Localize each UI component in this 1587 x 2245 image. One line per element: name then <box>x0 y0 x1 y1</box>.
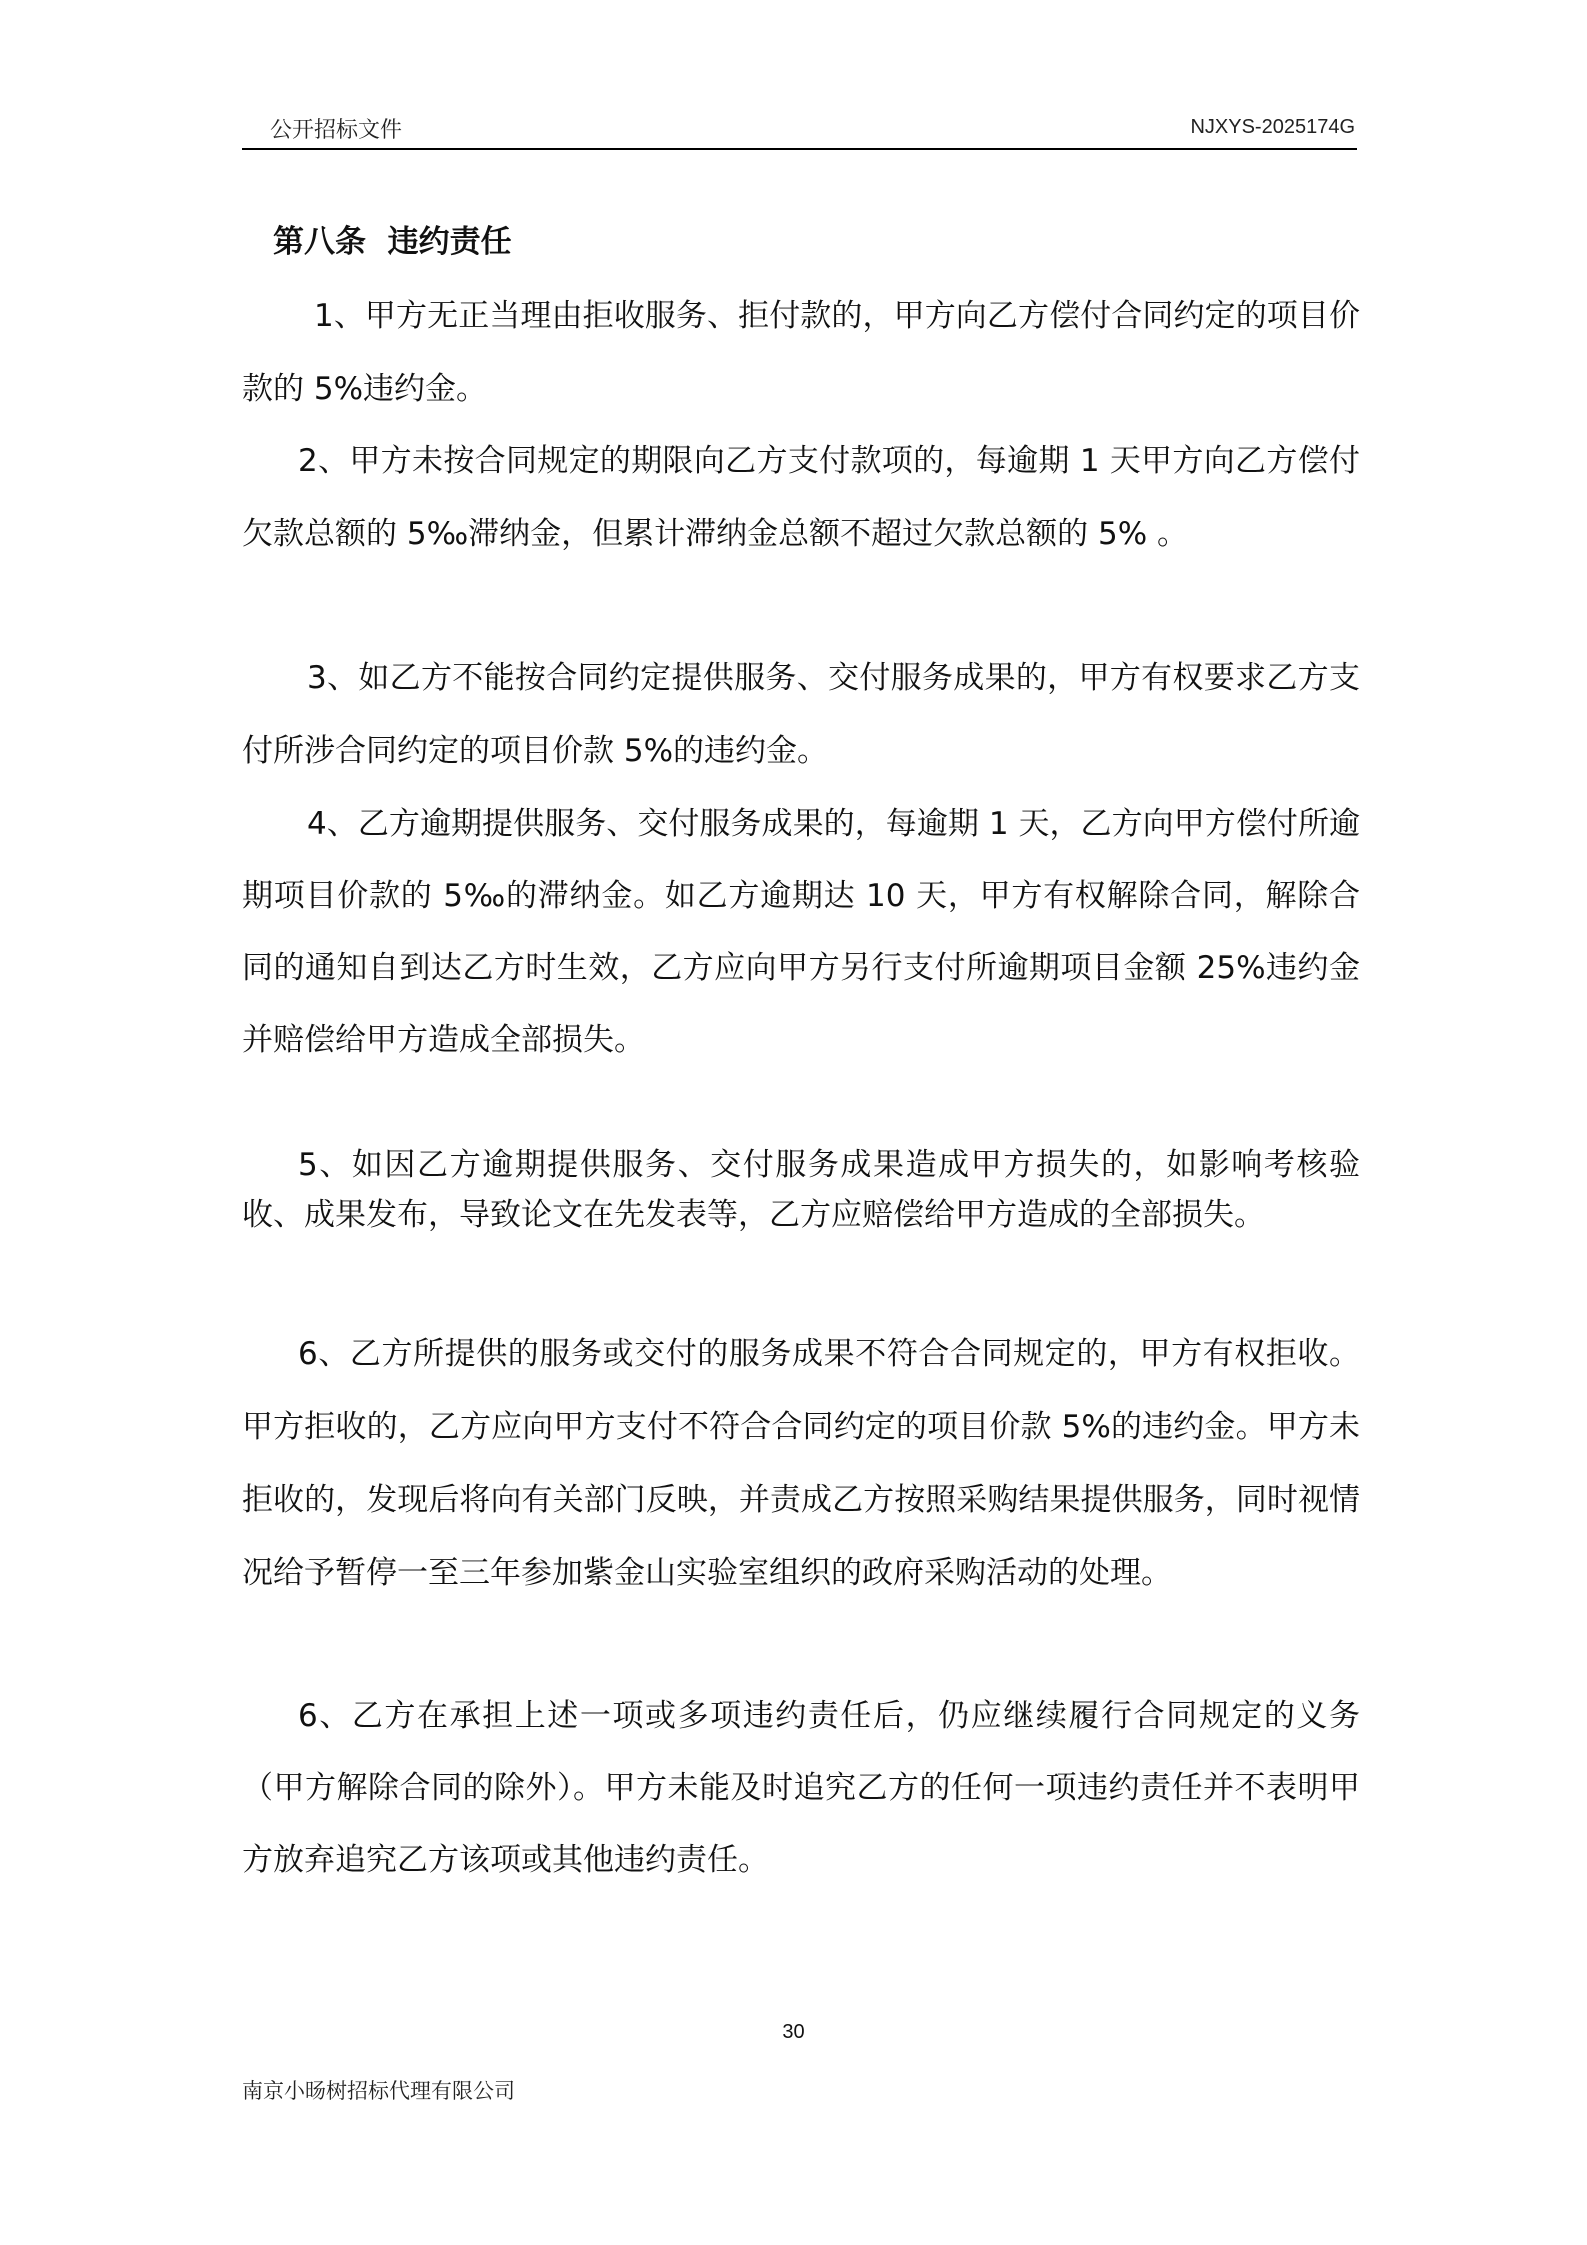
clause-2: 2、甲方未按合同规定的期限向乙方支付款项的，每逾期 1 天甲方向乙方偿付欠款总额的 5‰滞纳金，但累计滞纳金总额不超过欠款总额的 5% 。 <box>242 443 1360 552</box>
document-type-label: 公开招标文件 <box>270 118 403 143</box>
clause-6b: 6、乙方在承担上述一项或多项违约责任后，仍应继续履行合同规定的义务（甲方解除合同的除外）。甲方未能及时追究乙方的任何一项违约责任并不表明甲方放弃追究乙方该项或其他违约责任。 <box>242 1698 1360 1878</box>
clause-1: 1、甲方无正当理由拒收服务、拒付款的，甲方向乙方偿付合同约定的项目价款的 5%违约金。 <box>242 298 1360 407</box>
clause-3: 3、如乙方不能按合同约定提供服务、交付服务成果的，甲方有权要求乙方支付所涉合同约定的项目价款 5%的违约金。 <box>242 660 1360 769</box>
clause-4: 4、乙方逾期提供服务、交付服务成果的，每逾期 1 天，乙方向甲方偿付所逾期项目价款的 5‰的滞纳金。如乙方逾期达 10 天，甲方有权解除合同，解除合同的通知自到达乙方时生效，乙方应向甲方另行支付所逾期项目金额 25%违约金并赔偿给甲方造成全部损失。 <box>242 806 1360 1058</box>
clause-6a: 6、乙方所提供的服务或交付的服务成果不符合合同规定的，甲方有权拒收。甲方拒收的，乙方应向甲方支付不符合合同约定的项目价款 5%的违约金。甲方未拒收的，发现后将向有关部门反映，并责成乙方按照采购结果提供服务，同时视情况给予暂停一至三年参加紫金山实验室组织的政府采购活动的处理。 <box>242 1336 1360 1591</box>
clause-5: 5、如因乙方逾期提供服务、交付服务成果造成甲方损失的，如影响考核验收、成果发布，导致论文在先发表等，乙方应赔偿给甲方造成的全部损失。 <box>242 1147 1360 1233</box>
document-number: NJXYS-2025174G <box>1190 116 1355 138</box>
page-number: 30 <box>782 2021 805 2043</box>
section-title: 第八条 违约责任 <box>273 224 512 260</box>
footer-company-name: 南京小旸树招标代理有限公司 <box>242 2079 515 2103</box>
header-divider <box>242 148 1357 150</box>
